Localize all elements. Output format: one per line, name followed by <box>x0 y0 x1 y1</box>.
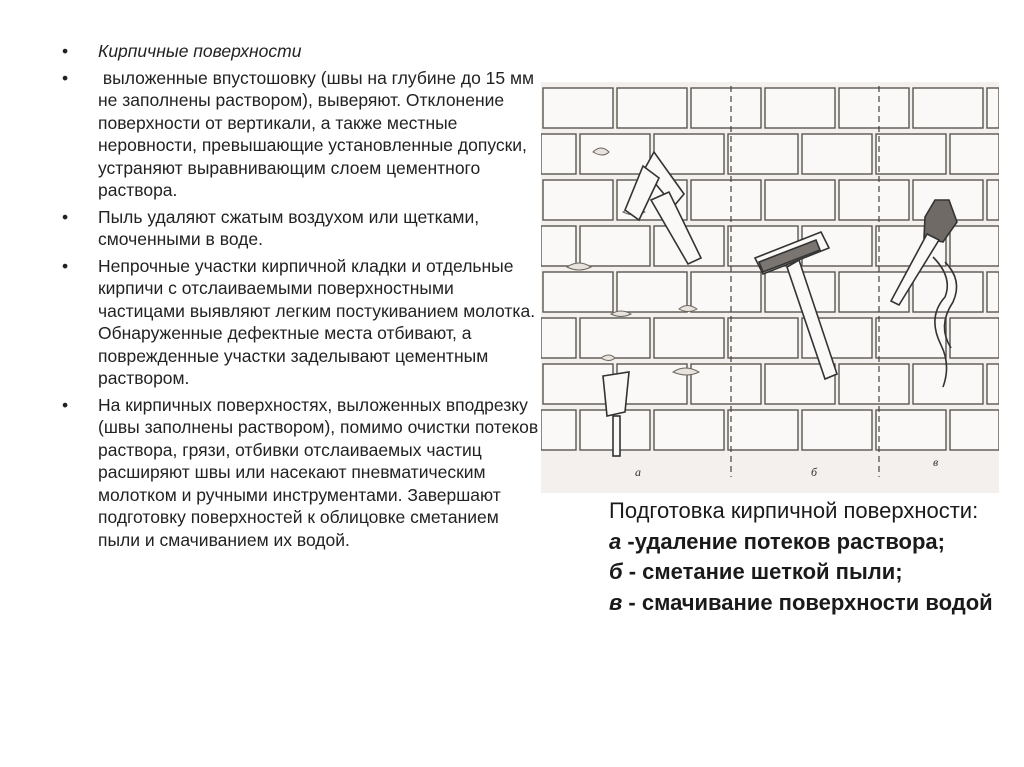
caption-intro: Подготовка кирпичной поверхности: <box>609 498 979 523</box>
bullet-dot: • <box>62 41 69 61</box>
brick <box>728 410 798 450</box>
brick <box>728 318 798 358</box>
brick <box>987 88 999 128</box>
caption-item-a <box>609 527 1009 558</box>
caption-item-b <box>609 557 1009 588</box>
bullet-item <box>62 67 540 202</box>
brick <box>876 134 946 174</box>
brick <box>765 88 835 128</box>
brick <box>541 134 576 174</box>
brick <box>541 226 576 266</box>
brick <box>802 134 872 174</box>
caption-letter: в <box>609 589 623 615</box>
brick <box>654 410 724 450</box>
brick <box>950 410 999 450</box>
caption-text: -удаление потеков раствора; <box>621 528 945 554</box>
label-a: а <box>635 465 641 479</box>
caption-letter: б <box>609 559 623 584</box>
brick <box>617 272 687 312</box>
bullet-text: выложенные впустошовку (швы на глубине до 15 мм не заполнены раствором), выверяют. Отклонение поверхности от вертикали, а также местные неровности, превышающие установленные допуски, устраняют выравнивающим слоем цементного раствора. <box>98 67 539 200</box>
brick <box>839 180 909 220</box>
brick <box>728 134 798 174</box>
bullet-item <box>62 255 540 390</box>
brick <box>691 364 761 404</box>
brick <box>541 318 576 358</box>
brick <box>543 364 613 404</box>
brick <box>541 410 576 450</box>
brick <box>802 410 872 450</box>
bullet-text: На кирпичных поверхностях, выложенных вподрезку (швы заполнены раствором), помимо очистки потеков раствора, грязи, отбивки отслаиваемых частиц расширяют швы или насекают пневматическим молотком и ручными инструментами. Завершают подготовку поверхностей к облицовке сметанием пыли и смачиванием их водой. <box>98 394 539 550</box>
brick <box>691 272 761 312</box>
brick <box>913 364 983 404</box>
brick <box>839 88 909 128</box>
brick <box>987 272 999 312</box>
brick <box>580 226 650 266</box>
bullet-text: Кирпичные поверхности <box>98 41 302 61</box>
bullet-text: Пыль удаляют сжатым воздухом или щетками, смоченными в воде. <box>98 206 480 249</box>
bullet-dot: • <box>62 394 69 415</box>
brick <box>543 180 613 220</box>
bullet-dot: • <box>62 206 69 227</box>
brick <box>580 134 650 174</box>
brick <box>691 88 761 128</box>
figure-caption <box>609 496 1009 618</box>
caption-letter: а <box>609 528 622 554</box>
brick <box>765 180 835 220</box>
brick-wall-svg <box>541 82 999 493</box>
bullet-dot: • <box>62 67 69 88</box>
brick <box>543 272 613 312</box>
bullet-item <box>62 206 540 251</box>
bullet-item <box>62 394 540 552</box>
brick <box>913 272 983 312</box>
brick <box>950 134 999 174</box>
brick <box>839 364 909 404</box>
label-v: в <box>933 455 939 469</box>
brick <box>950 318 999 358</box>
brick <box>913 88 983 128</box>
caption-item-v <box>609 588 1009 619</box>
brick <box>876 410 946 450</box>
caption-text: - сметание шеткой пыли; <box>622 559 903 584</box>
brick <box>543 88 613 128</box>
brick-wall-illustration <box>541 82 999 493</box>
bullet-list <box>62 40 540 555</box>
brick <box>580 318 650 358</box>
bullet-item-title <box>62 40 540 63</box>
caption-text: - смачивание поверхности водой <box>622 589 993 615</box>
brick <box>617 88 687 128</box>
bullet-dot: • <box>62 255 69 276</box>
label-b: б <box>811 465 818 479</box>
brick <box>691 180 761 220</box>
brick <box>950 226 999 266</box>
brick <box>654 318 724 358</box>
brick <box>987 180 999 220</box>
bullet-text: Непрочные участки кирпичной кладки и отдельные кирпичи с отслаиваемыми поверхностными частицами выявляют легким постукиванием молотка. Обнаруженные дефектные места отбивают, а поврежденные участки заделывают цементным раствором. <box>98 255 536 388</box>
brick <box>987 364 999 404</box>
